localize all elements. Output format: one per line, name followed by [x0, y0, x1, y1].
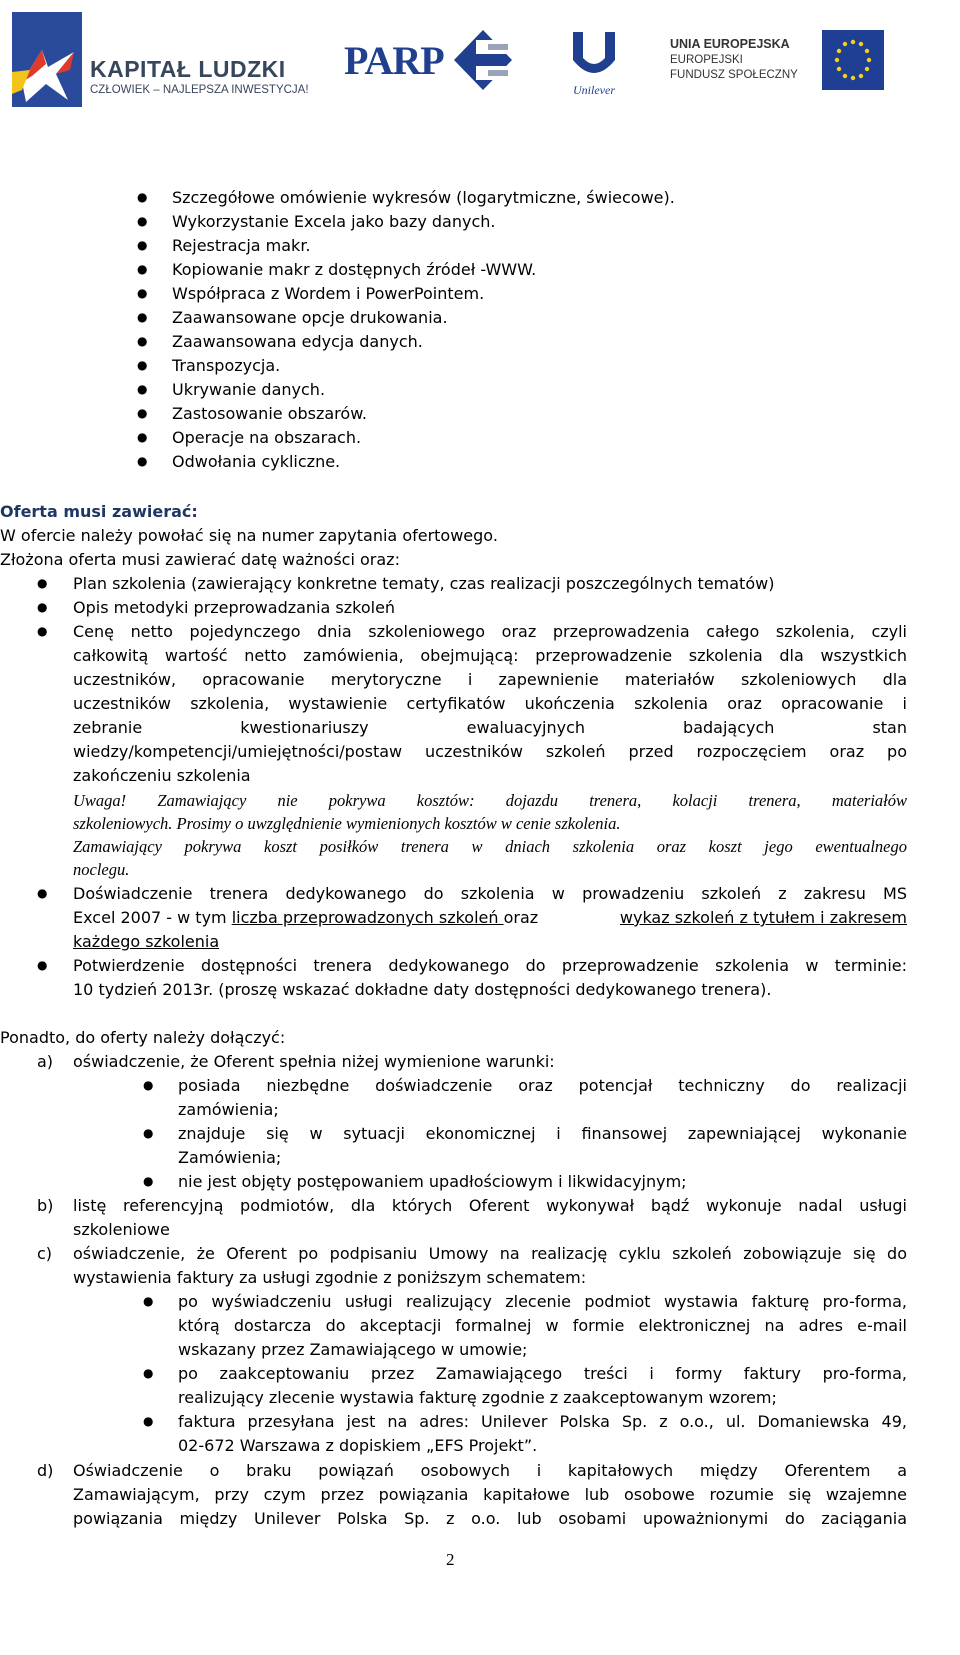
page-number: 2 [446, 1550, 455, 1569]
topic-item: Wykorzystanie Excela jako bazy danych. [172, 212, 496, 231]
topic-item: Rejestracja makr. [172, 236, 311, 255]
item-d-line: Zamawiającym, przy czym przez powiązania kapitałowe lub osobowe rozumie się wzajemne [73, 1485, 907, 1504]
bullet-icon: ● [37, 576, 48, 590]
offer-line-2: Złożona oferta musi zawierać datę ważności oraz: [0, 550, 400, 569]
item-c-bullet-line: po wyświadczeniu usługi realizujący zlecenie podmiot wystawia fakturę pro-forma, [178, 1292, 907, 1311]
unilever-logo [563, 28, 625, 100]
offer-cena-line: wiedzy/kompetencji/umiejętności/postaw uczestników szkoleń przed rozpoczęciem oraz po [73, 742, 907, 761]
bullet-icon: ● [137, 454, 148, 468]
topic-item: Szczegółowe omówienie wykresów (logarytmiczne, świecowe). [172, 188, 675, 207]
item-c-line: wystawienia faktury za usługi zgodnie z poniższym schematem: [73, 1268, 587, 1287]
bullet-icon: ● [137, 382, 148, 396]
bullet-icon: ● [137, 214, 148, 228]
item-c-bullet-line: wskazany przez Zamawiającego w umowie; [178, 1340, 528, 1359]
item-label: d) [37, 1461, 54, 1480]
bullet-icon: ● [37, 886, 48, 900]
kapital-ludzki-logo [12, 12, 309, 107]
kapital-ludzki-star-icon [12, 12, 82, 107]
eu-line-1: UNIA EUROPEJSKA [670, 37, 790, 51]
attachments-intro: Ponadto, do oferty należy dołączyć: [0, 1028, 286, 1047]
bullet-icon: ● [137, 286, 148, 300]
offer-heading: Oferta musi zawierać: [0, 502, 198, 521]
uwaga-line: Uwaga! Zamawiający nie pokrywa kosztów: dojazdu trenera, kolacji trenera, materiałów [73, 791, 907, 810]
item-c-bullet-line: którą dostarcza do akceptacji formalnej w formie elektronicznej na adres e-mail [178, 1316, 907, 1335]
topic-item: Transpozycja. [172, 356, 281, 375]
parp-logo [344, 30, 520, 100]
doswiadczenie-line: Doświadczenie trenera dedykowanego do szkolenia w prowadzeniu szkoleń z zakresu MS [73, 884, 907, 903]
bullet-icon: ● [137, 334, 148, 348]
doswiadczenie-text: Excel 2007 - w tym [73, 908, 232, 927]
potwierdzenie-line: 10 tydzień 2013r. (proszę wskazać dokładne daty dostępności dedykowanego trenera). [73, 980, 772, 999]
offer-cena-line: uczestników, opracowanie merytoryczne i zapewnienie materiałów szkoleniowych dla [73, 670, 907, 689]
uwaga-line: szkoleniowych. Prosimy o uwzględnienie wymienionych kosztów w cenie szkolenia. [73, 814, 621, 833]
kapital-ludzki-title: KAPITAŁ LUDZKI [90, 56, 286, 82]
item-a-bullet-line: zamówienia; [178, 1100, 279, 1119]
header-logos [0, 0, 960, 115]
item-a-bullet-line: Zamówienia; [178, 1148, 282, 1167]
topic-item: Zaawansowane opcje drukowania. [172, 308, 448, 327]
item-c-bullet-line: faktura przesyłana jest na adres: Unilever Polska Sp. z o.o., ul. Domaniewska 49, [178, 1412, 907, 1431]
eu-line-3: FUNDUSZ SPOŁECZNY [670, 69, 798, 81]
offer-cena-line: zakończeniu szkolenia [73, 766, 251, 785]
item-d-line: Oświadczenie o braku powiązań osobowych i kapitałowych między Oferentem a [73, 1461, 907, 1480]
kapital-ludzki-subtitle: CZŁOWIEK – NAJLEPSZA INWESTYCJA! [90, 84, 309, 96]
item-c-line: oświadczenie, że Oferent po podpisaniu Umowy na realizację cyklu szkoleń zobowiązuje się do [73, 1244, 907, 1263]
offer-line-1: W ofercie należy powołać się na numer zapytania ofertowego. [0, 526, 498, 545]
topic-item: Współpraca z Wordem i PowerPointem. [172, 284, 485, 303]
item-c-bullet-line: po zaakceptowaniu przez Zamawiającego treści i formy faktury pro-forma, [178, 1364, 907, 1383]
bullet-icon: ● [143, 1078, 154, 1092]
parp-wordmark: PARP [344, 38, 444, 83]
doswiadczenie-underlined: liczba przeprowadzonych szkoleń [231, 908, 504, 927]
topic-item: Ukrywanie danych. [172, 380, 326, 399]
item-label: c) [37, 1244, 53, 1263]
item-d-line: powiązania między Unilever Polska Sp. z o.o. lub osobami upoważnionymi do zaciągania [73, 1509, 907, 1528]
item-a-text: oświadczenie, że Oferent spełnia niżej wymienione warunki: [73, 1052, 555, 1071]
item-a-bullet-line: posiada niezbędne doświadczenie oraz potencjał techniczny do realizacji [178, 1076, 907, 1095]
item-b-line: listę referencyjną podmiotów, dla których Oferent wykonywał bądź wykonuje nadal usługi [73, 1196, 907, 1215]
item-c-bullet-line: 02-672 Warszawa z dopiskiem „EFS Projekt”. [178, 1436, 538, 1455]
bullet-icon: ● [143, 1174, 154, 1188]
bullet-icon: ● [137, 262, 148, 276]
bullet-icon: ● [37, 624, 48, 638]
offer-opis: Opis metodyki przeprowadzania szkoleń [73, 598, 396, 617]
item-a-bullet-line: znajduje się w sytuacji ekonomicznej i finansowej zapewniającej wykonanie [178, 1124, 907, 1143]
bullet-icon: ● [37, 600, 48, 614]
bullet-icon: ● [137, 358, 148, 372]
item-b-line: szkoleniowe [73, 1220, 170, 1239]
bullet-icon: ● [137, 190, 148, 204]
doswiadczenie-line: każdego szkolenia [73, 932, 220, 951]
bullet-icon: ● [137, 406, 148, 420]
topic-item: Operacje na obszarach. [172, 428, 362, 447]
unilever-wordmark: Unilever [573, 83, 615, 97]
offer-cena-line: zebranie kwestionariuszy ewaluacyjnych badających stan [73, 718, 907, 737]
uwaga-line: Zamawiający pokrywa koszt posiłków trenera w dniach szkolenia oraz koszt jego ewentualnego [73, 837, 907, 856]
doswiadczenie-part [73, 906, 538, 930]
topic-item: Odwołania cykliczne. [172, 452, 341, 471]
offer-cena-line: całkowitą wartość netto zamówienia, obejmującą: przeprowadzenie szkolenia dla wszystkich [73, 646, 907, 665]
bullet-icon: ● [143, 1366, 154, 1380]
item-c-bullet-line: realizujący zlecenie wystawia fakturę zgodnie z zaakceptowanym wzorem; [178, 1388, 777, 1407]
doswiadczenie-line [73, 906, 907, 930]
doswiadczenie-underlined: wykaz szkoleń z tytułem i zakresem [619, 908, 907, 927]
item-label: a) [37, 1052, 54, 1071]
eu-flag-icon [822, 30, 884, 90]
bullet-icon: ● [137, 238, 148, 252]
topic-item: Zastosowanie obszarów. [172, 404, 367, 423]
bullet-icon: ● [143, 1126, 154, 1140]
bullet-icon: ● [143, 1414, 154, 1428]
uwaga-line: noclegu. [73, 860, 130, 879]
topic-item: Kopiowanie makr z dostępnych źródeł -WWW. [172, 260, 537, 279]
parp-diamond-icon [454, 30, 512, 90]
item-a-bullet-line: nie jest objęty postępowaniem upadłościowym i likwidacyjnym; [178, 1172, 687, 1191]
bullet-icon: ● [137, 430, 148, 444]
bullet-icon: ● [143, 1294, 154, 1308]
bullet-icon: ● [37, 958, 48, 972]
eu-line-2: EUROPEJSKI [670, 54, 743, 66]
offer-cena-line: uczestników szkolenia, wystawienie certyfikatów ukończenia szkolenia oraz opracowanie i [73, 694, 907, 713]
unilever-u-icon [563, 28, 625, 82]
potwierdzenie-line: Potwierdzenie dostępności trenera dedykowanego do przeprowadzenie szkolenia w terminie: [73, 956, 907, 975]
eu-logo [670, 30, 884, 90]
offer-plan: Plan szkolenia (zawierający konkretne tematy, czas realizacji poszczególnych tematów) [73, 574, 775, 593]
doswiadczenie-text: oraz [503, 908, 539, 927]
item-label: b) [37, 1196, 54, 1215]
bullet-icon: ● [137, 310, 148, 324]
offer-cena-line: Cenę netto pojedynczego dnia szkoleniowego oraz przeprowadzenia całego szkolenia, czyli [73, 622, 907, 641]
topic-item: Zaawansowana edycja danych. [172, 332, 423, 351]
